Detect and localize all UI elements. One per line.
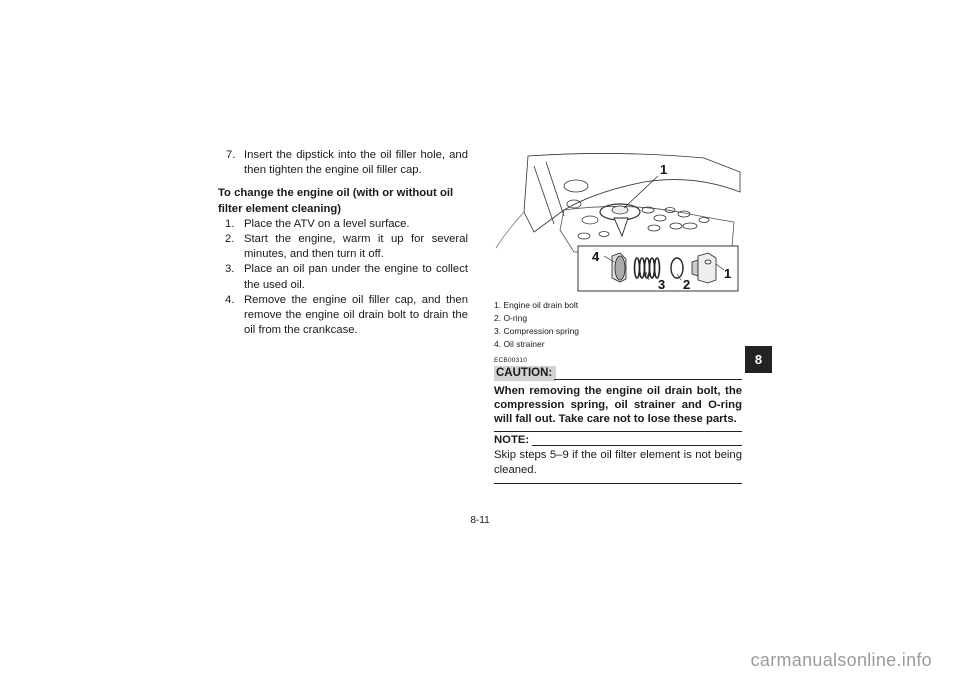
step-text: Insert the dipstick into the oil filler hole, and then tighten the engine oil filler cap.	[244, 149, 468, 177]
step-number: 7.	[226, 149, 236, 161]
crankcase-drawing	[496, 153, 740, 252]
section-heading: To change the engine oil (with or without oil filter element cleaning)	[218, 187, 454, 215]
left-column	[218, 148, 468, 338]
callout-number: 3	[658, 277, 666, 292]
detail-pointer	[614, 218, 628, 236]
step-number: 3.	[225, 263, 235, 276]
note-rule	[532, 445, 742, 446]
leader-line	[624, 176, 658, 208]
step-7	[218, 148, 468, 178]
figure-legend	[494, 299, 744, 351]
step-number: 2.	[225, 233, 235, 246]
step-list	[218, 217, 468, 339]
step-text: Start the engine, warm it up for several minutes, and then turn it off.	[244, 233, 468, 261]
caution-code: ECB00310	[494, 357, 528, 364]
legend-item: 4. Oil strainer	[494, 339, 545, 349]
callout-number: 4	[592, 249, 600, 264]
caution-rule	[554, 379, 742, 380]
chapter-tab: 8	[745, 346, 772, 373]
note-text: Skip steps 5–9 if the oil filter element is not being cleaned.	[494, 448, 742, 484]
caution-header	[494, 366, 742, 383]
callout-number: 2	[683, 277, 691, 292]
legend-item: 1. Engine oil drain bolt	[494, 300, 579, 310]
page-number: 8-11	[470, 515, 490, 526]
step-text: Place the ATV on a level surface.	[244, 217, 410, 230]
legend-item: 2. O-ring	[494, 313, 528, 323]
step-3	[218, 262, 468, 292]
step-1	[218, 217, 468, 232]
note-label: NOTE:	[494, 434, 530, 446]
step-number: 1.	[225, 217, 235, 230]
step-2	[218, 232, 468, 262]
note-header	[494, 433, 742, 447]
caution-label: CAUTION:	[494, 366, 556, 381]
step-text: Place an oil pan under the engine to collect the used oil.	[244, 263, 468, 291]
step-4	[218, 293, 468, 339]
step-text: Remove the engine oil filler cap, and then remove the engine oil drain bolt to drain the oil from the crankcase.	[244, 293, 468, 337]
step-number: 4.	[225, 293, 235, 306]
callout-number: 1	[660, 162, 668, 177]
legend-item: 3. Compression spring	[494, 326, 580, 336]
watermark: carmanualsonline.info	[750, 650, 932, 670]
caution-text: When removing the engine oil drain bolt, the compression spring, oil strainer and O-ring will fall out. Take care not to lose these parts.	[494, 384, 742, 432]
callout-number: 1	[724, 266, 732, 281]
engine-oil-drain-illustration	[494, 152, 744, 292]
